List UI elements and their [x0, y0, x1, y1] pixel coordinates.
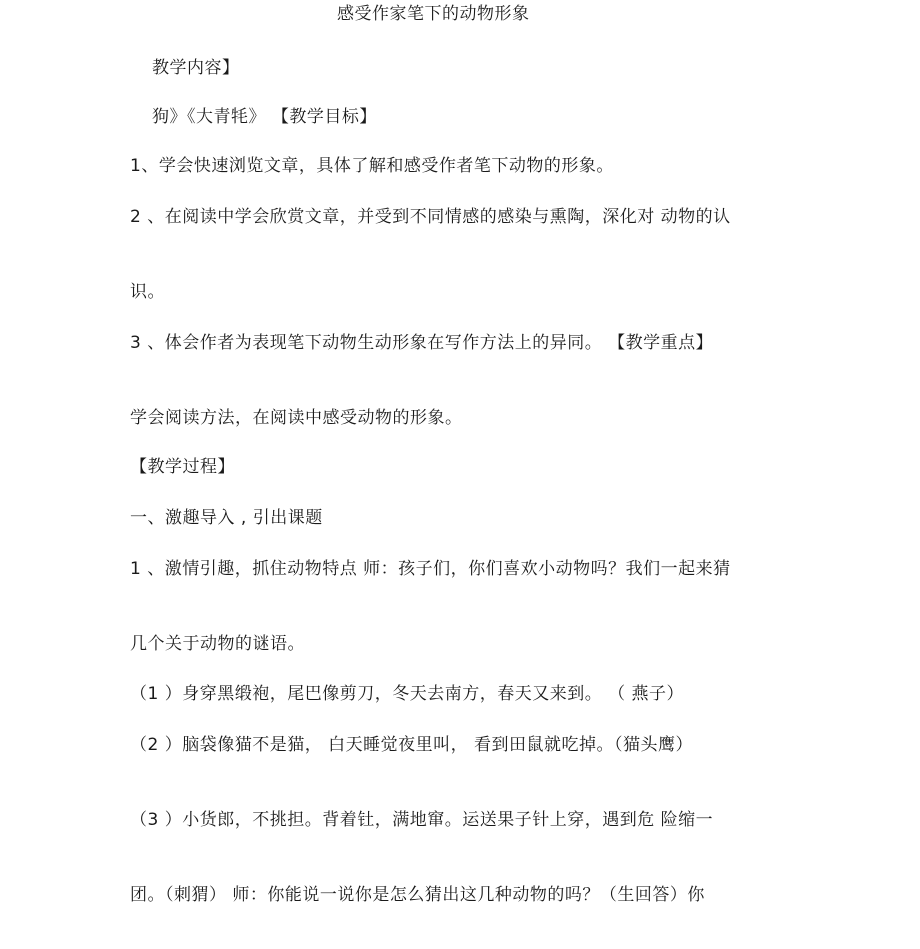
riddle-item-3: （3 ）小货郎，不挑担。背着钍，满地窜。运送果子针上穿，遇到危 险缩一	[130, 810, 714, 830]
text-line: 1 、激情引趣，抓住动物特点 师：孩子们，你们喜欢小动物吗？我们一起来猜	[130, 559, 731, 579]
text-line: 识。	[130, 282, 165, 302]
text-line: 学会阅读方法，在阅读中感受动物的形象。	[130, 408, 463, 428]
text-line: 团。（刺猬） 师：你能说一说你是怎么猜出这几种动物的吗？（生回答）你	[130, 885, 705, 905]
section-heading-teaching-process: 【教学过程】	[130, 457, 235, 477]
objective-item-3: 3 、体会作者为表现笔下动物生动形象在写作方法上的异同。 【教学重点】	[130, 333, 714, 353]
riddle-item-2: （2 ）脑袋像猫不是猫， 白天睡觉夜里叫， 看到田鼠就吃掉。（猫头鹰）	[130, 735, 694, 755]
document-title: 感受作家笔下的动物形象	[337, 4, 530, 24]
text-line: 几个关于动物的谜语。	[130, 634, 305, 654]
objective-item-1: 1、学会快速浏览文章，具体了解和感受作者笔下动物的形象。	[130, 156, 614, 176]
text-line: 一、激趣导入 , 引出课题	[130, 508, 323, 528]
section-heading-teaching-content: 教学内容】	[152, 58, 240, 78]
riddle-item-1: （1 ）身穿黑缎袍，尾巴像剪刀，冬天去南方，春天又来到。 （ 燕子）	[130, 684, 685, 704]
objective-item-2: 2 、在阅读中学会欣赏文章，并受到不同情感的感染与熏陶，深化对 动物的认	[130, 207, 731, 227]
text-line: 狗》《大青牦》 【教学目标】	[152, 107, 377, 127]
